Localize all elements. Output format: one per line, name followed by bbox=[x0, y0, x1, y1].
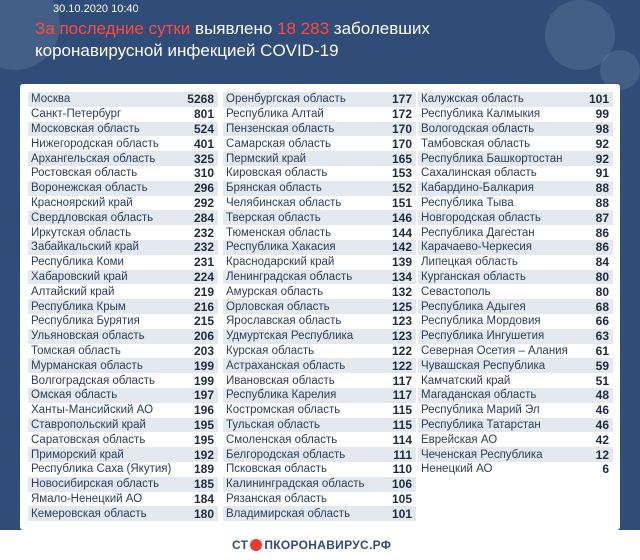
table-row bbox=[223, 136, 416, 151]
table-row bbox=[28, 122, 218, 137]
case-count: 310 bbox=[193, 166, 214, 181]
table-row bbox=[223, 388, 416, 403]
case-count: 91 bbox=[595, 166, 609, 181]
table-row bbox=[223, 329, 416, 344]
case-count: 219 bbox=[193, 284, 214, 299]
datetime: 30.10.2020 10:40 bbox=[53, 3, 139, 15]
site-logo bbox=[232, 538, 391, 552]
region-name: Саратовская область bbox=[31, 433, 146, 446]
region-name: Калужская область bbox=[421, 93, 524, 106]
table-row bbox=[28, 388, 218, 403]
case-count: 115 bbox=[392, 417, 412, 432]
table-row bbox=[28, 358, 218, 373]
region-name: Республика Крым bbox=[31, 300, 126, 313]
table-row bbox=[223, 122, 416, 137]
case-count: 84 bbox=[595, 255, 609, 270]
table-row bbox=[418, 462, 613, 477]
case-count: 151 bbox=[391, 195, 412, 210]
region-name: Псковская область bbox=[226, 463, 327, 476]
region-name: Республика Тыва bbox=[421, 196, 514, 209]
case-count: 185 bbox=[193, 477, 214, 492]
table-row bbox=[223, 373, 416, 388]
table-row bbox=[223, 447, 416, 462]
region-name: Челябинская область bbox=[226, 196, 342, 209]
region-name: Ульяновская область bbox=[31, 330, 145, 343]
case-count: 142 bbox=[391, 240, 412, 255]
region-name: Омская область bbox=[31, 389, 118, 402]
case-count: 132 bbox=[391, 284, 412, 299]
region-name: Ненецкий АО bbox=[421, 463, 493, 476]
case-count: 224 bbox=[193, 269, 214, 284]
case-count: 111 bbox=[393, 447, 412, 462]
case-count: 46 bbox=[595, 417, 609, 432]
case-count: 524 bbox=[193, 121, 214, 136]
region-name: Республика Калмыкия bbox=[421, 108, 541, 121]
table-row bbox=[418, 210, 613, 225]
table-row bbox=[28, 107, 218, 122]
region-name: Астраханская область bbox=[226, 359, 346, 372]
table-row bbox=[418, 196, 613, 211]
table-row bbox=[418, 151, 613, 166]
region-name: Мурманская область bbox=[31, 359, 143, 372]
case-count: 114 bbox=[392, 432, 412, 447]
headline-prefix: За последние сутки bbox=[35, 19, 191, 38]
table-row bbox=[223, 477, 416, 492]
table-row bbox=[28, 462, 218, 477]
case-count: 177 bbox=[391, 92, 412, 107]
table-row bbox=[28, 329, 218, 344]
case-count: 195 bbox=[193, 432, 214, 447]
region-name: Тамбовская область bbox=[421, 137, 531, 150]
region-name: Тверская область bbox=[226, 211, 321, 224]
case-count: 117 bbox=[392, 373, 412, 388]
region-name: Республика Марий Эл bbox=[421, 404, 540, 417]
table-row bbox=[28, 418, 218, 433]
region-name: Хабаровский край bbox=[31, 270, 128, 283]
table-row bbox=[28, 225, 218, 240]
regions-column-2 bbox=[223, 92, 416, 521]
table-row bbox=[223, 432, 416, 447]
case-count: 146 bbox=[391, 210, 412, 225]
case-count: 59 bbox=[595, 358, 609, 373]
table-row bbox=[28, 344, 218, 359]
case-count: 216 bbox=[193, 299, 214, 314]
table-row bbox=[28, 270, 218, 285]
region-name: Волгоградская область bbox=[31, 374, 155, 387]
table-row bbox=[28, 492, 218, 507]
region-name: Камчатский край bbox=[421, 374, 511, 387]
case-count: 80 bbox=[595, 269, 609, 284]
region-name: Республика Ингушетия bbox=[421, 330, 545, 343]
region-name: Чеченская Республика bbox=[421, 448, 543, 461]
case-count: 296 bbox=[193, 181, 214, 196]
region-name: Владимирская область bbox=[226, 507, 351, 520]
case-count: 180 bbox=[193, 506, 214, 521]
case-count: 46 bbox=[595, 403, 609, 418]
case-count: 801 bbox=[193, 107, 214, 122]
region-name: Свердловская область bbox=[31, 211, 154, 224]
table-row bbox=[418, 166, 613, 181]
table-row bbox=[223, 344, 416, 359]
region-name: Республика Татарстан bbox=[421, 418, 541, 431]
table-row bbox=[223, 151, 416, 166]
table-row bbox=[223, 418, 416, 433]
table-row bbox=[28, 196, 218, 211]
case-count: 215 bbox=[193, 314, 214, 329]
region-name: Кемеровская область bbox=[31, 507, 147, 520]
case-count: 172 bbox=[391, 107, 412, 122]
region-name: Белгородская область bbox=[226, 448, 346, 461]
table-row bbox=[418, 388, 613, 403]
table-row bbox=[223, 492, 416, 507]
headline-suffix: заболевших bbox=[329, 19, 430, 38]
logo-text-start: СТ bbox=[232, 538, 249, 552]
case-count: 122 bbox=[391, 343, 412, 358]
region-name: Республика Карелия bbox=[226, 389, 337, 402]
table-row bbox=[223, 92, 416, 107]
case-count: 197 bbox=[193, 388, 214, 403]
case-count: 199 bbox=[193, 358, 214, 373]
header-banner bbox=[0, 0, 640, 84]
case-count: 206 bbox=[193, 329, 214, 344]
table-row bbox=[418, 447, 613, 462]
case-count: 232 bbox=[193, 225, 214, 240]
case-count: 106 bbox=[391, 477, 412, 492]
region-name: Нижегородская область bbox=[31, 137, 159, 150]
region-name: Смоленская область bbox=[226, 433, 338, 446]
headline-verb: выявлено bbox=[190, 19, 278, 38]
region-name: Амурская область bbox=[226, 285, 324, 298]
region-name: Калининградская область bbox=[226, 478, 365, 491]
case-count: 192 bbox=[193, 447, 214, 462]
case-count: 66 bbox=[595, 314, 609, 329]
case-count: 48 bbox=[595, 388, 609, 403]
case-count: 101 bbox=[588, 92, 609, 107]
case-count: 86 bbox=[595, 225, 609, 240]
region-name: Тульская область bbox=[226, 418, 321, 431]
footer bbox=[0, 530, 640, 560]
case-count: 86 bbox=[595, 240, 609, 255]
region-name: Вологодская область bbox=[421, 122, 535, 135]
case-count: 6 bbox=[602, 462, 609, 477]
region-name: Красноярский край bbox=[31, 196, 133, 209]
headline-count: 18 283 bbox=[277, 19, 330, 38]
case-count: 61 bbox=[595, 343, 609, 358]
table-row bbox=[223, 299, 416, 314]
regions-table bbox=[20, 84, 620, 530]
case-count: 196 bbox=[193, 403, 214, 418]
table-row bbox=[418, 358, 613, 373]
headline bbox=[35, 18, 595, 62]
table-row bbox=[418, 344, 613, 359]
case-count: 92 bbox=[595, 151, 609, 166]
table-row bbox=[223, 270, 416, 285]
table-row bbox=[418, 270, 613, 285]
table-row bbox=[28, 92, 218, 107]
table-row bbox=[28, 284, 218, 299]
region-name: Забайкальский край bbox=[31, 241, 139, 254]
table-row bbox=[223, 358, 416, 373]
table-row bbox=[418, 329, 613, 344]
case-count: 123 bbox=[391, 314, 412, 329]
case-count: 92 bbox=[595, 136, 609, 151]
table-row bbox=[28, 151, 218, 166]
region-name: Курская область bbox=[226, 344, 315, 357]
case-count: 165 bbox=[391, 151, 412, 166]
region-name: Архангельская область bbox=[31, 152, 156, 165]
table-row bbox=[223, 225, 416, 240]
case-count: 42 bbox=[595, 432, 609, 447]
case-count: 115 bbox=[392, 403, 412, 418]
case-count: 98 bbox=[595, 121, 609, 136]
region-name: Ставропольский край bbox=[31, 418, 146, 431]
table-row bbox=[418, 122, 613, 137]
table-row bbox=[28, 240, 218, 255]
case-count: 195 bbox=[193, 417, 214, 432]
table-row bbox=[28, 181, 218, 196]
logo-stop-icon bbox=[250, 539, 262, 551]
region-name: Приморский край bbox=[31, 448, 124, 461]
table-row bbox=[418, 255, 613, 270]
table-row bbox=[223, 181, 416, 196]
table-row bbox=[223, 506, 416, 521]
case-count: 144 bbox=[391, 225, 412, 240]
region-name: Орловская область bbox=[226, 300, 330, 313]
case-count: 117 bbox=[392, 388, 412, 403]
table-row bbox=[28, 477, 218, 492]
case-count: 199 bbox=[193, 373, 214, 388]
region-name: Северная Осетия – Алания bbox=[421, 344, 568, 357]
table-row bbox=[223, 210, 416, 225]
case-count: 80 bbox=[595, 284, 609, 299]
table-row bbox=[418, 418, 613, 433]
table-row bbox=[418, 432, 613, 447]
case-count: 284 bbox=[193, 210, 214, 225]
region-name: Республика Коми bbox=[31, 256, 124, 269]
table-row bbox=[418, 314, 613, 329]
table-row bbox=[28, 299, 218, 314]
regions-column-1 bbox=[28, 92, 218, 521]
region-name: Кабардино-Балкария bbox=[421, 182, 535, 195]
table-row bbox=[28, 432, 218, 447]
table-row bbox=[28, 166, 218, 181]
table-row bbox=[223, 462, 416, 477]
table-row bbox=[418, 136, 613, 151]
case-count: 231 bbox=[193, 255, 214, 270]
case-count: 63 bbox=[595, 329, 609, 344]
region-name: Воронежская область bbox=[31, 182, 148, 195]
table-row bbox=[28, 136, 218, 151]
case-count: 5268 bbox=[187, 92, 214, 107]
case-count: 51 bbox=[595, 373, 609, 388]
region-name: Карачаево-Черкесия bbox=[421, 241, 533, 254]
region-name: Пензенская область bbox=[226, 122, 335, 135]
region-name: Пермский край bbox=[226, 152, 307, 165]
table-row bbox=[223, 255, 416, 270]
region-name: Алтайский край bbox=[31, 285, 115, 298]
case-count: 170 bbox=[391, 136, 412, 151]
case-count: 87 bbox=[595, 210, 609, 225]
region-name: Республика Хакасия bbox=[226, 241, 336, 254]
case-count: 12 bbox=[595, 447, 609, 462]
region-name: Москва bbox=[31, 93, 71, 106]
table-row bbox=[223, 314, 416, 329]
region-name: Еврейская АО bbox=[421, 433, 498, 446]
case-count: 134 bbox=[391, 269, 412, 284]
table-row bbox=[28, 255, 218, 270]
table-row bbox=[223, 166, 416, 181]
region-name: Костромская область bbox=[226, 404, 341, 417]
case-count: 203 bbox=[193, 343, 214, 358]
region-name: Новгородская область bbox=[421, 211, 541, 224]
region-name: Кировская область bbox=[226, 167, 328, 180]
table-row bbox=[418, 299, 613, 314]
region-name: Севастополь bbox=[421, 285, 491, 298]
case-count: 139 bbox=[391, 255, 412, 270]
region-name: Томская область bbox=[31, 344, 121, 357]
table-row bbox=[223, 107, 416, 122]
case-count: 88 bbox=[595, 181, 609, 196]
region-name: Республика Башкортостан bbox=[421, 152, 563, 165]
table-row bbox=[418, 240, 613, 255]
case-count: 170 bbox=[391, 121, 412, 136]
region-name: Магаданская область bbox=[421, 389, 537, 402]
region-name: Удмуртская Республика bbox=[226, 330, 354, 343]
table-row bbox=[223, 240, 416, 255]
table-row bbox=[223, 284, 416, 299]
table-row bbox=[418, 92, 613, 107]
region-name: Республика Дагестан bbox=[421, 226, 535, 239]
table-row bbox=[28, 373, 218, 388]
case-count: 401 bbox=[193, 136, 214, 151]
region-name: Республика Алтай bbox=[226, 108, 324, 121]
case-count: 122 bbox=[391, 358, 412, 373]
region-name: Чувашская Республика bbox=[421, 359, 546, 372]
case-count: 152 bbox=[391, 181, 412, 196]
table-row bbox=[28, 314, 218, 329]
table-row bbox=[418, 225, 613, 240]
region-name: Республика Адыгея bbox=[421, 300, 526, 313]
region-name: Республика Саха (Якутия) bbox=[31, 463, 172, 476]
region-name: Новосибирская область bbox=[31, 478, 160, 491]
region-name: Республика Мордовия bbox=[421, 315, 541, 328]
table-row bbox=[418, 107, 613, 122]
region-name: Санкт-Петербург bbox=[31, 108, 122, 121]
table-row bbox=[418, 403, 613, 418]
region-name: Оренбургская область bbox=[226, 93, 346, 106]
region-name: Брянская область bbox=[226, 182, 322, 195]
case-count: 325 bbox=[193, 151, 214, 166]
region-name: Липецкая область bbox=[421, 256, 518, 269]
region-name: Рязанская область bbox=[226, 492, 327, 505]
table-row bbox=[28, 506, 218, 521]
region-name: Ивановская область bbox=[226, 374, 335, 387]
case-count: 88 bbox=[595, 195, 609, 210]
case-count: 123 bbox=[391, 329, 412, 344]
headline-line2: коронавирусной инфекцией COVID-19 bbox=[35, 41, 339, 60]
region-name: Республика Бурятия bbox=[31, 315, 140, 328]
region-name: Ярославская область bbox=[226, 315, 342, 328]
regions-column-3 bbox=[418, 92, 613, 477]
case-count: 125 bbox=[391, 299, 412, 314]
table-row bbox=[223, 403, 416, 418]
region-name: Самарская область bbox=[226, 137, 331, 150]
case-count: 292 bbox=[193, 195, 214, 210]
case-count: 105 bbox=[391, 491, 412, 506]
table-row bbox=[418, 284, 613, 299]
table-row bbox=[28, 403, 218, 418]
region-name: Краснодарский край bbox=[226, 256, 335, 269]
table-row bbox=[418, 373, 613, 388]
case-count: 232 bbox=[193, 240, 214, 255]
case-count: 153 bbox=[391, 166, 412, 181]
region-name: Сахалинская область bbox=[421, 167, 537, 180]
case-count: 189 bbox=[193, 462, 214, 477]
table-row bbox=[28, 210, 218, 225]
case-count: 68 bbox=[595, 299, 609, 314]
region-name: Ханты-Мансийский АО bbox=[31, 404, 154, 417]
table-row bbox=[28, 447, 218, 462]
table-row bbox=[418, 181, 613, 196]
region-name: Ямало-Ненецкий АО bbox=[31, 492, 143, 505]
case-count: 110 bbox=[392, 462, 412, 477]
table-row bbox=[223, 196, 416, 211]
region-name: Курганская область bbox=[421, 270, 526, 283]
region-name: Ростовская область bbox=[31, 167, 138, 180]
logo-text-end: ПКОРОНАВИРУС.РФ bbox=[264, 538, 392, 552]
case-count: 99 bbox=[595, 107, 609, 122]
case-count: 101 bbox=[391, 506, 412, 521]
region-name: Московская область bbox=[31, 122, 140, 135]
case-count: 184 bbox=[193, 491, 214, 506]
region-name: Тюменская область bbox=[226, 226, 332, 239]
region-name: Иркутская область bbox=[31, 226, 132, 239]
region-name: Ленинградская область bbox=[226, 270, 353, 283]
